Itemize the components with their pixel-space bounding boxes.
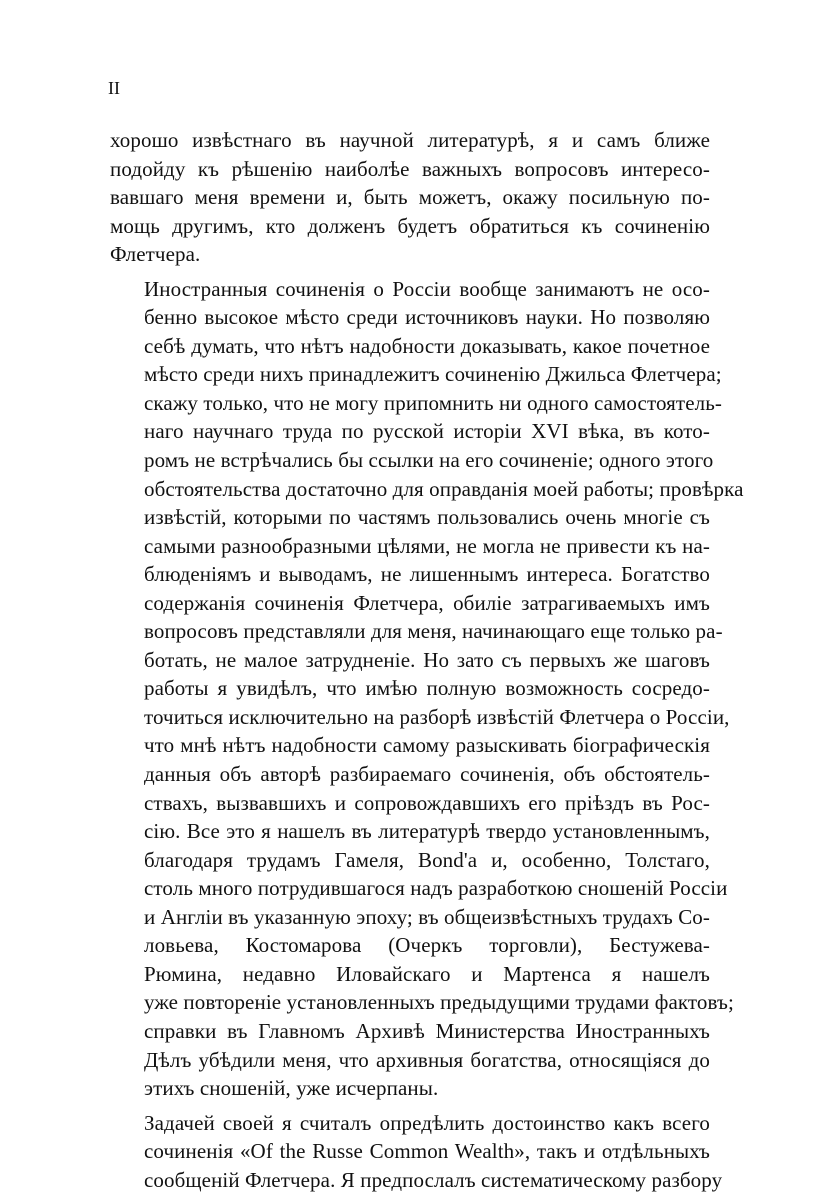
text-line: мѣсто среди нихъ принадлежитъ сочиненію Джильса Флетчера; xyxy=(144,362,722,387)
text-line: блюденіямъ и выводамъ, не лишеннымъ интереса. Богатство xyxy=(144,562,710,587)
text-line: благодаря трудамъ Гамеля, Bond'а и, особенно, Толстаго, xyxy=(144,847,710,872)
text-line: данныя объ авторѣ разбираемаго сочиненія, объ обстоятель- xyxy=(144,762,710,787)
text-line: ромъ не встрѣчались бы ссылки на его сочиненіе; одного этого xyxy=(144,448,714,473)
body-text xyxy=(110,126,744,1194)
text-line: сію. Все это я нашелъ въ литературѣ твердо установленнымъ, xyxy=(144,819,710,844)
text-line: точиться исключительно на разборѣ извѣстій Флетчера о Россіи, xyxy=(144,704,730,729)
text-line: скажу только, что не могу припомнить ни одного самостоятель- xyxy=(144,390,722,415)
text-line: ствахъ, вызвавшихъ и сопровождавшихъ его пріѣздъ въ Рос- xyxy=(144,790,710,815)
paragraph xyxy=(110,1109,723,1195)
text-line: вавшаго меня времени и, быть можетъ, окажу посильную по- xyxy=(110,185,710,210)
text-line: Иностранныя сочиненія о Россіи вообще занимаютъ не осо- xyxy=(144,276,710,301)
text-line: хорошо извѣстнаго въ научной литературѣ, я и самъ ближе xyxy=(110,128,710,152)
text-line: наго научнаго труда по русской исторіи XVI вѣка, въ кото- xyxy=(144,419,710,444)
text-line: ловьева, Костомарова (Очеркъ торговли), Бестужева- xyxy=(144,933,710,958)
document-page xyxy=(108,70,744,1200)
text-line: Задачей своей я считалъ опредѣлить достоинство какъ всего xyxy=(144,1110,710,1135)
text-line: извѣстій, которыми по частямъ пользовались очень многіе съ xyxy=(144,505,710,530)
text-line: сообщеній Флетчера. Я предпослалъ систематическому разбору xyxy=(144,1167,723,1192)
text-line: бенно высокое мѣсто среди источниковъ науки. Но позволяю xyxy=(144,305,710,330)
text-line: Рюмина, недавно Иловайскаго и Мартенса я нашелъ xyxy=(144,961,710,986)
text-line: сочиненія «Of the Russe Common Wealth», такъ и отдѣльныхъ xyxy=(144,1139,710,1164)
text-line: подойду къ рѣшенію наиболѣе важныхъ вопросовъ интересо- xyxy=(110,156,710,181)
text-line: и Англіи въ указанную эпоху; въ общеизвѣстныхъ трудахъ Со- xyxy=(144,904,710,929)
text-line: Дѣлъ убѣдили меня, что архивныя богатства, относящіяся до xyxy=(144,1047,710,1072)
text-line: этихъ сношеній, уже исчерпаны. xyxy=(144,1076,439,1101)
text-line: справки въ Главномъ Архивѣ Министерства Иностранныхъ xyxy=(144,1018,710,1043)
text-line: работы я увидѣлъ, что имѣю полную возможность сосредо- xyxy=(144,676,710,701)
text-line: обстоятельства достаточно для оправданія моей работы; провѣрка xyxy=(144,476,744,501)
text-line: ботать, не малое затрудненіе. Но зато съ первыхъ же шаговъ xyxy=(144,647,710,672)
text-line: содержанія сочиненія Флетчера, обиліе затрагиваемыхъ имъ xyxy=(144,590,710,615)
paragraph xyxy=(110,275,744,1103)
text-line: вопросовъ представляли для меня, начинающаго еще только ра- xyxy=(144,619,723,644)
text-line: уже повтореніе установленныхъ предыдущими трудами фактовъ; xyxy=(144,990,734,1015)
text-line: Флетчера. xyxy=(110,242,201,267)
page-number: II xyxy=(108,78,120,98)
paragraph xyxy=(110,126,710,269)
text-line: столь много потрудившагося надъ разработкою сношеній Россіи xyxy=(144,876,728,901)
text-line: самыми разнообразными цѣлями, не могла не привести къ на- xyxy=(144,533,710,558)
text-line: мощь другимъ, кто долженъ будетъ обратиться къ сочиненію xyxy=(110,213,710,238)
text-line: что мнѣ нѣтъ надобности самому разыскивать біографическія xyxy=(144,733,710,758)
text-line: себѣ думать, что нѣтъ надобности доказывать, какое почетное xyxy=(144,333,710,358)
